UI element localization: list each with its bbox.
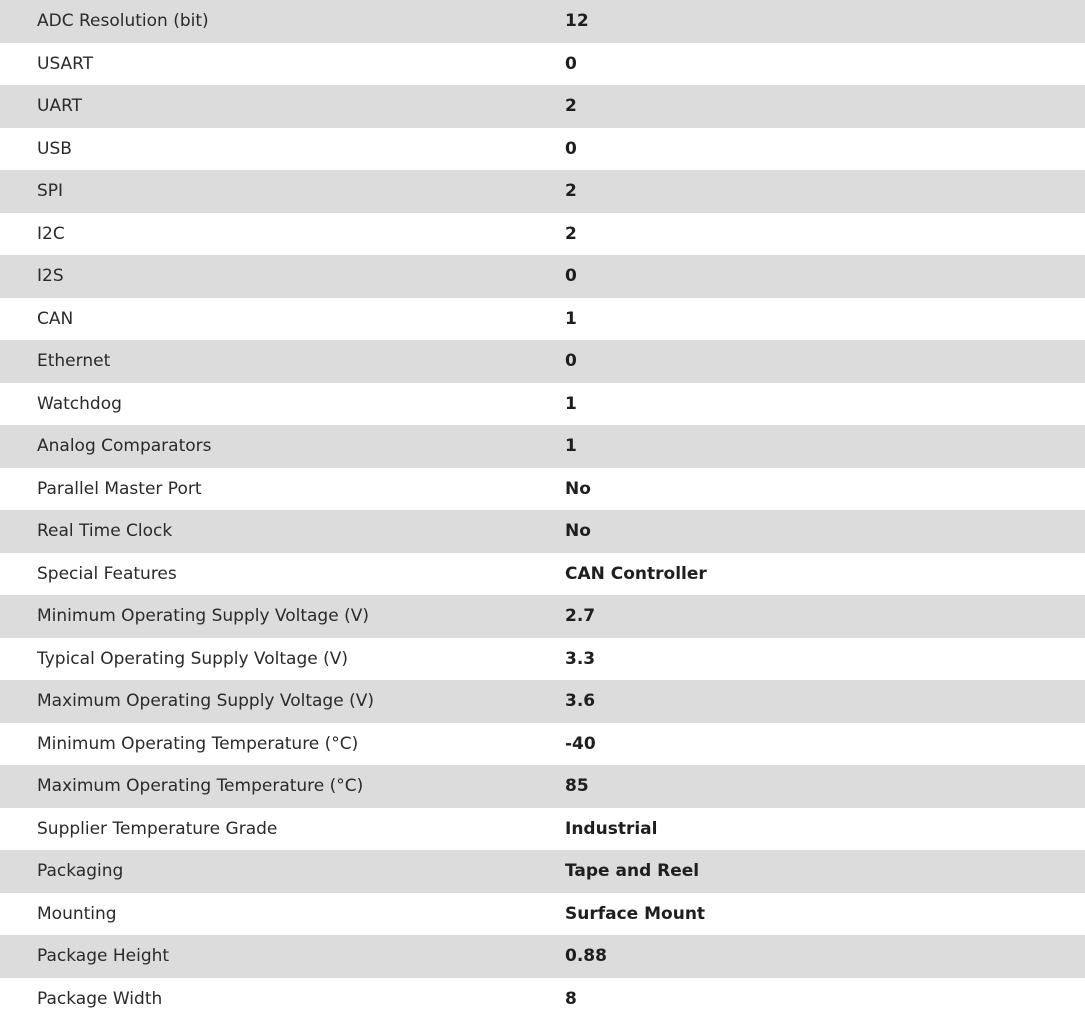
- spec-value: 3.6: [565, 691, 596, 712]
- spec-row: [0, 43, 1085, 86]
- spec-row: [0, 340, 1085, 383]
- spec-row: [0, 893, 1085, 936]
- spec-label: Minimum Operating Temperature (°C): [37, 733, 359, 754]
- spec-row: [0, 255, 1085, 298]
- spec-label: Parallel Master Port: [37, 478, 202, 499]
- spec-row: [0, 850, 1085, 893]
- spec-label: I2C: [37, 223, 65, 244]
- spec-label: Real Time Clock: [37, 521, 173, 542]
- spec-value: 1: [565, 436, 577, 457]
- spec-label: Mounting: [37, 903, 117, 924]
- spec-value: 85: [565, 776, 589, 797]
- spec-label: ADC Resolution (bit): [37, 11, 209, 32]
- spec-value: 2.7: [565, 606, 596, 627]
- spec-value: No: [565, 521, 591, 542]
- spec-row: [0, 213, 1085, 256]
- spec-value: 2: [565, 223, 577, 244]
- spec-row: [0, 723, 1085, 766]
- spec-row: [0, 85, 1085, 128]
- spec-label: SPI: [37, 181, 64, 202]
- spec-row: [0, 595, 1085, 638]
- spec-label: USART: [37, 53, 94, 74]
- spec-row: [0, 978, 1085, 1020]
- spec-value: -40: [565, 733, 596, 754]
- spec-value: 0: [565, 53, 577, 74]
- spec-label: CAN: [37, 308, 74, 329]
- spec-value: 0: [565, 138, 577, 159]
- spec-value: 8: [565, 988, 577, 1009]
- spec-value: Surface Mount: [565, 903, 706, 924]
- spec-row: [0, 170, 1085, 213]
- spec-label: Maximum Operating Temperature (°C): [37, 776, 364, 797]
- spec-value: 3.3: [565, 648, 596, 669]
- spec-value: 0: [565, 266, 577, 287]
- spec-label: Supplier Temperature Grade: [37, 818, 278, 839]
- spec-row: [0, 128, 1085, 171]
- spec-label: Maximum Operating Supply Voltage (V): [37, 691, 374, 712]
- spec-label: Package Height: [37, 946, 170, 967]
- spec-row: [0, 765, 1085, 808]
- spec-label: USB: [37, 138, 72, 159]
- spec-label: Analog Comparators: [37, 436, 212, 457]
- spec-value: 2: [565, 96, 577, 117]
- spec-row: [0, 680, 1085, 723]
- spec-row: [0, 553, 1085, 596]
- spec-row: [0, 468, 1085, 511]
- spec-row: [0, 638, 1085, 681]
- spec-value: Tape and Reel: [565, 861, 700, 882]
- spec-label: Minimum Operating Supply Voltage (V): [37, 606, 369, 627]
- spec-value: 0.88: [565, 946, 607, 967]
- spec-label: Packaging: [37, 861, 124, 882]
- spec-label: Package Width: [37, 988, 163, 1009]
- spec-label: Watchdog: [37, 393, 122, 414]
- spec-row: [0, 425, 1085, 468]
- spec-value: No: [565, 478, 591, 499]
- spec-value: 12: [565, 11, 589, 32]
- spec-label: Typical Operating Supply Voltage (V): [37, 648, 348, 669]
- spec-label: Ethernet: [37, 351, 111, 372]
- spec-value: CAN Controller: [565, 563, 707, 584]
- spec-row: [0, 298, 1085, 341]
- spec-value: 0: [565, 351, 577, 372]
- spec-label: I2S: [37, 266, 64, 287]
- spec-value: 1: [565, 308, 577, 329]
- spec-value: Industrial: [565, 818, 658, 839]
- spec-row: [0, 808, 1085, 851]
- spec-value: 2: [565, 181, 577, 202]
- spec-row: [0, 935, 1085, 978]
- spec-label: Special Features: [37, 563, 177, 584]
- spec-row: [0, 383, 1085, 426]
- spec-value: 1: [565, 393, 577, 414]
- spec-row: [0, 0, 1085, 43]
- spec-label: UART: [37, 96, 83, 117]
- spec-row: [0, 510, 1085, 553]
